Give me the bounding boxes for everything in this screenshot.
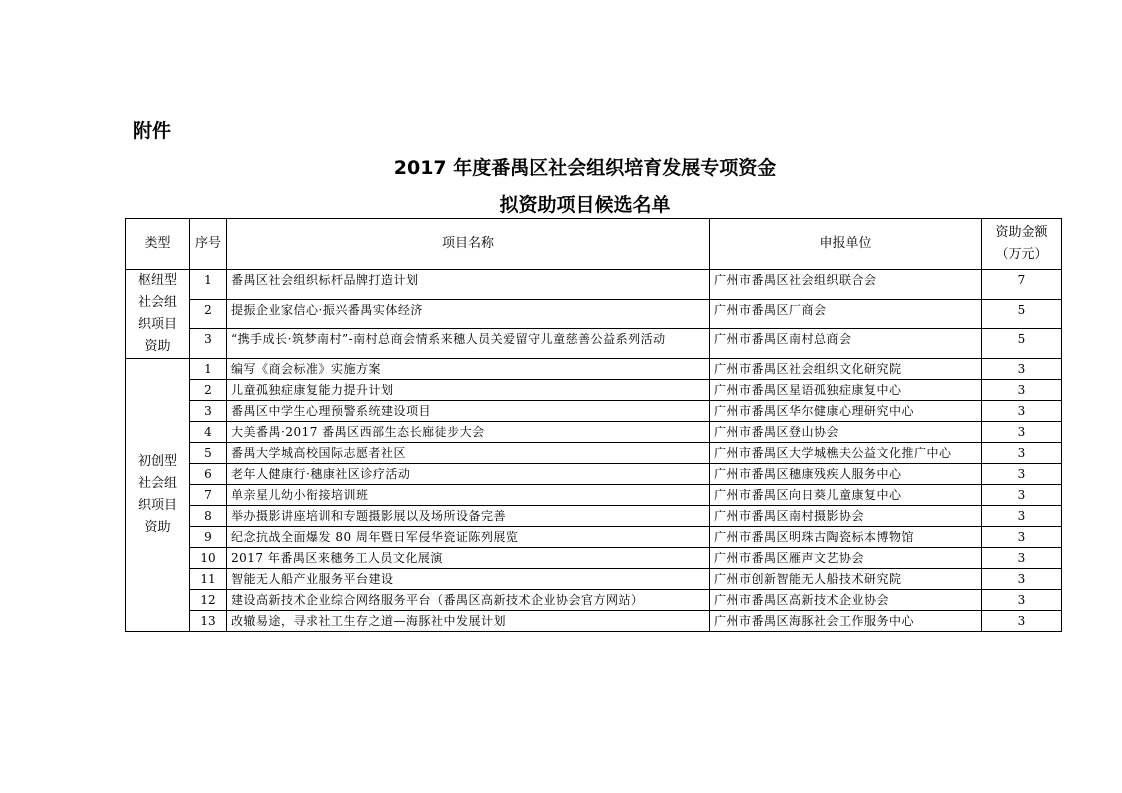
row-applicant-unit: 广州市番禺区华尔健康心理研究中心 (710, 401, 982, 422)
row-project-name: 单亲星儿幼小衔接培训班 (227, 485, 710, 506)
row-amount: 5 (982, 329, 1062, 359)
table-row (126, 422, 1062, 443)
table-row (126, 299, 1062, 329)
header-unit: 申报单位 (710, 219, 982, 270)
row-amount: 7 (982, 270, 1062, 300)
row-applicant-unit: 广州市番禺区社会组织联合会 (710, 270, 982, 300)
row-applicant-unit: 广州市番禺区社会组织文化研究院 (710, 359, 982, 380)
row-amount: 3 (982, 422, 1062, 443)
table-row (126, 270, 1062, 300)
row-seq: 13 (190, 611, 227, 632)
row-seq: 8 (190, 506, 227, 527)
group-type-cell: 初创型社会组织项目资助 (126, 359, 190, 632)
table-row (126, 527, 1062, 548)
row-seq: 3 (190, 329, 227, 359)
table-row (126, 443, 1062, 464)
document-title: 2017 年度番禺区社会组织培育发展专项资金 (393, 157, 777, 179)
table-row (126, 548, 1062, 569)
row-amount: 3 (982, 443, 1062, 464)
header-type: 类型 (126, 219, 190, 270)
row-amount: 3 (982, 380, 1062, 401)
row-project-name: 番禺区中学生心理预警系统建设项目 (227, 401, 710, 422)
table-row (126, 485, 1062, 506)
row-amount: 3 (982, 359, 1062, 380)
header-seq: 序号 (190, 219, 227, 270)
row-amount: 3 (982, 611, 1062, 632)
header-amount: 资助金额（万元） (982, 219, 1062, 270)
table-row (126, 380, 1062, 401)
row-seq: 9 (190, 527, 227, 548)
row-applicant-unit: 广州市番禺区海豚社会工作服务中心 (710, 611, 982, 632)
row-project-name: 老年人健康行·穗康社区诊疗活动 (227, 464, 710, 485)
table-row (126, 464, 1062, 485)
row-project-name: 举办摄影讲座培训和专题摄影展以及场所设备完善 (227, 506, 710, 527)
attachment-label: 附件 (133, 120, 172, 142)
row-seq: 11 (190, 569, 227, 590)
row-amount: 3 (982, 590, 1062, 611)
row-applicant-unit: 广州市番禺区登山协会 (710, 422, 982, 443)
row-amount: 3 (982, 485, 1062, 506)
row-applicant-unit: 广州市番禺区南村总商会 (710, 329, 982, 359)
row-applicant-unit: 广州市番禺区穗康残疾人服务中心 (710, 464, 982, 485)
row-applicant-unit: 广州市番禺区向日葵儿童康复中心 (710, 485, 982, 506)
row-amount: 3 (982, 401, 1062, 422)
table-row (126, 506, 1062, 527)
header-name: 项目名称 (227, 219, 710, 270)
row-project-name: 大美番禺·2017 番禺区西部生态长廊徒步大会 (227, 422, 710, 443)
row-applicant-unit: 广州市番禺区南村摄影协会 (710, 506, 982, 527)
row-project-name: 儿童孤独症康复能力提升计划 (227, 380, 710, 401)
row-seq: 5 (190, 443, 227, 464)
row-project-name: 编写《商会标准》实施方案 (227, 359, 710, 380)
row-project-name: 纪念抗战全面爆发 80 周年暨日军侵华瓷证陈列展览 (227, 527, 710, 548)
row-amount: 3 (982, 548, 1062, 569)
row-project-name: 提振企业家信心·振兴番禺实体经济 (227, 299, 710, 329)
row-applicant-unit: 广州市番禺区星语孤独症康复中心 (710, 380, 982, 401)
row-seq: 2 (190, 299, 227, 329)
row-applicant-unit: 广州市番禺区高新技术企业协会 (710, 590, 982, 611)
row-applicant-unit: 广州市创新智能无人船技术研究院 (710, 569, 982, 590)
row-project-name: 番禺区社会组织标杆品牌打造计划 (227, 270, 710, 300)
row-applicant-unit: 广州市番禺区大学城樵夫公益文化推广中心 (710, 443, 982, 464)
row-seq: 12 (190, 590, 227, 611)
row-project-name: 建设高新技术企业综合网络服务平台（番禺区高新技术企业协会官方网站） (227, 590, 710, 611)
row-seq: 4 (190, 422, 227, 443)
table-row (126, 590, 1062, 611)
row-amount: 3 (982, 464, 1062, 485)
row-project-name: 智能无人船产业服务平台建设 (227, 569, 710, 590)
table-row (126, 569, 1062, 590)
row-project-name: 番禺大学城高校国际志愿者社区 (227, 443, 710, 464)
table-header (126, 219, 1062, 270)
row-project-name: “携手成长·筑梦南村”-南村总商会情系来穗人员关爱留守儿童慈善公益系列活动 (227, 329, 710, 359)
candidate-table (125, 218, 1062, 632)
table-row (126, 401, 1062, 422)
row-project-name: 2017 年番禺区来穗务工人员文化展演 (227, 548, 710, 569)
row-seq: 1 (190, 359, 227, 380)
group-type-cell: 枢纽型社会组织项目资助 (126, 270, 190, 359)
table-row (126, 329, 1062, 359)
row-amount: 3 (982, 506, 1062, 527)
table-row (126, 611, 1062, 632)
row-amount: 3 (982, 527, 1062, 548)
row-seq: 1 (190, 270, 227, 300)
document-subtitle: 拟资助项目候选名单 (499, 194, 671, 216)
row-applicant-unit: 广州市番禺区明珠古陶瓷标本博物馆 (710, 527, 982, 548)
row-seq: 2 (190, 380, 227, 401)
row-seq: 6 (190, 464, 227, 485)
row-applicant-unit: 广州市番禺区雁声文艺协会 (710, 548, 982, 569)
table-row (126, 359, 1062, 380)
row-amount: 5 (982, 299, 1062, 329)
table-body (126, 270, 1062, 632)
row-seq: 7 (190, 485, 227, 506)
row-amount: 3 (982, 569, 1062, 590)
row-applicant-unit: 广州市番禺区厂商会 (710, 299, 982, 329)
row-seq: 10 (190, 548, 227, 569)
row-seq: 3 (190, 401, 227, 422)
row-project-name: 改辙易途，寻求社工生存之道—海豚社中发展计划 (227, 611, 710, 632)
